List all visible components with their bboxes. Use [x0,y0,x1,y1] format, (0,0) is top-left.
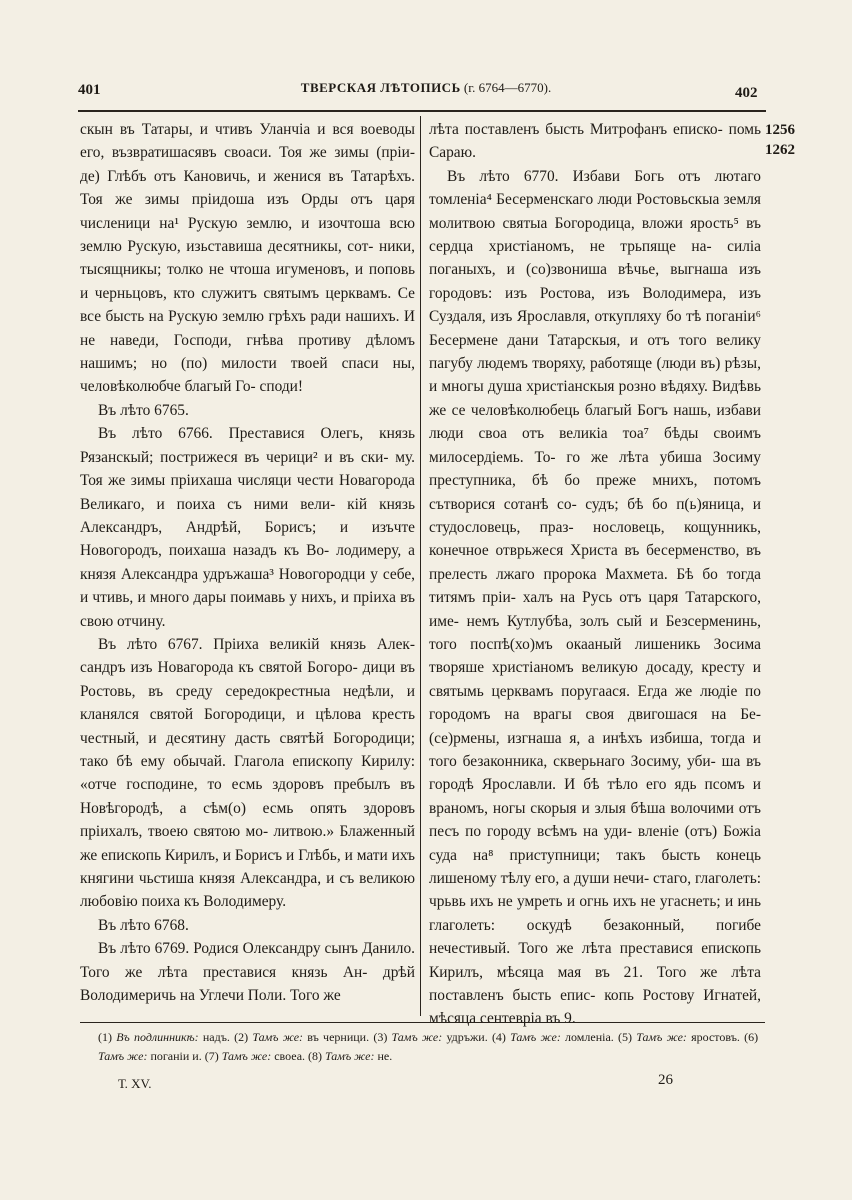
page-number-left: 401 [78,82,101,98]
signature-mark: 26 [658,1072,673,1088]
paragraph: лѣта поставленъ бысть Митрофанъ еписко- помь Сараю. [429,121,761,162]
margin-year: 1262 [765,142,795,158]
header-rule [78,110,766,112]
footnote: (4) Тамъ же: ломленіа. [491,1030,614,1044]
page-number-right: 402 [735,85,758,101]
margin-years [763,120,795,160]
footnote-rule [80,1022,765,1023]
paragraph: Въ лѣто 6769. Родися Олександру сынъ Данило. Того же лѣта преставися князь Ан- дрѣй Володимеричь на Углечи Поли. Того же [80,940,415,1005]
paragraph: Въ лѣто 6770. Избави Богь отъ лютаго томленіа⁴ Бесерменскагo люди Ростовьскыа земля молитвою святыа Богородица, вложи ярость⁵ въ сердца христіаномъ, не трьпяще на- силіа поганыхъ, и (со)звониша вѣчье, выгнаша изъ городовъ: изъ Ростова, изъ Володимера, изъ Суздаля, изъ Ярославля, откупляху бо тѣ поганіи⁶ Бесермене дани Татарскыя, и отъ того велику пагубу людемъ творяху, работяще (люди въ) рѣзы, и многы душа христіанскыя розно вѣдяху. Видѣвь же се человѣколюбець благый Богъ нашь, избави люди своа отъ великіа тоа⁷ бѣды своимъ милосердіемь. То- го же лѣта убиша Зосиму преступника, бѣ бо преже мнихъ, потомъ сътворися сотанѣ со- судъ; бѣ бо п(ь)яница, и студословець, праз- нословець, кощунникь, конечное отврьжеся Христа въ бесерменство, въ прелесть лжаго пророка Махмета. Бѣ бо тогда титямъ пріи- халъ на Русь отъ царя Татарского, име- немъ Кутлубѣа, золъ сый и Безсерменинь, того поспѣ(хо)мъ окааный лишеникь Зосима творяше христіаномъ великую досаду, кресту и святымь церквамъ поругаася. Егда же людіе по городомъ на врагы своя двигошася на Бе- (се)рмены, изгнаша я, а инѣхъ избиша, тогда и того безаконника, скверьнаго Зосиму, уби- ша въ городѣ Ярославли. И бѣ тѣло его ядь псомъ и враномъ, ногы скорыя и злыя бѣша волочими отъ песъ по городу всѣмъ на уди- вленіе (отъ) Божіа суда на⁸ приступници; такъ бысть конець лишеному тѣлу его, а души нечи- стаго, глаголеть: чрьвь ихъ не умреть и огнь ихъ не угаснеть; и инь глаголеть: оскудѣ безаконный, погибе нечестивый. Того же лѣта преставися епископь Кирилъ, мѣсяца мая въ 21. Того же лѣта поставленъ бысть епис- копь Ростову Игнатей, мѣсяца сентевріа въ 9. [429,167,761,1028]
running-title [0,80,852,96]
volume-label: Т. XV. [118,1076,152,1091]
footnote: (1) Въ подлинникѣ: надъ. [98,1030,230,1044]
footnote: (8) Тамъ же: не. [308,1049,393,1063]
left-column [80,118,415,1007]
year-entry: Въ лѣто 6765. [98,401,189,419]
chronicle-title: ТВЕРСКАЯ ЛѢТОПИСЬ [300,80,461,95]
paragraph: скын въ Татары, и чтивъ Уланчіа и вся воеводы его, възвратишасявъ своаси. Тоя же зимы (пріи- де) Глѣбъ отъ Кановичь, и женися въ Татарѣхъ. Тоя же зимы пріидоша изъ Орды отъ царя численици на¹ Рускую землю, и изочтоша всю землю Рускую, изьставиша десятникы, сот- ники, тысящникы; толко не чтоша игуменовъ, и поповь и черньцовъ, кто служитъ святымъ церквамъ. Се все бысть на Рускую землю грѣхъ ради нашихъ. И не наведи, Господи, гнѣва противу дѣломъ нашимъ; но (по) милости твоей спаси ны, человѣколюбче благый Го- споди! [80,121,415,396]
right-column [429,118,761,1031]
footnote: (5) Тамъ же: яростовъ. [618,1030,740,1044]
column-divider [420,116,421,1016]
footnote: (6) Тамъ же: поганіи и. [98,1030,759,1063]
year-range: (г. 6764—6770). [463,80,552,95]
margin-year: 1256 [765,122,795,138]
footnote: (3) Тамъ же: удръжи. [373,1030,488,1044]
paragraph: Въ лѣто 6767. Пріиха великій князь Алек- сандръ изъ Новагорода къ святой Богоро- дици въ Ростовь, въ среду середокрестныа недѣли, и кланялся святой Богородици, и цѣлова кресть честный, и десятину дасть святѣй Богородици; тако бѣ ему обычай. Глагола епископу Кирилу: «отче господине, то есмь здоровъ пребылъ въ Новѣгородѣ, а сѣм(о) есмь опять здоровъ пріихалъ, твоею святою мо- литвою.» Блаженный же епископь Кирилъ, и Борисъ и Глѣбь, и мати ихъ княгини чьстиша князя Александра, и съ великою любовію поиха къ Володимеру. [80,635,415,911]
year-entry: Въ лѣто 6768. [98,916,189,934]
footnote: (2) Тамъ же: въ черници. [234,1030,370,1044]
footnote: (7) Тамъ же: своеа. [204,1049,306,1063]
footnotes [98,1028,758,1066]
paragraph: Въ лѣто 6766. Преставися Олегь, князь Рязанскый; пострижеся въ черици² и въ ски- му. Тоя же зимы пріихаша числяци чести Новагорода Великаго, и поиха съ ними вели- кій князь Александръ, Андрѣй, Борисъ; и изъчте Новогородъ, поихаша назадъ къ Во- лодимеру, а князя Александра удръжаша³ Новогородци у себе, и чтивь, и много дары поимавь у нихъ, и пріиха въ свою отчину. [80,425,415,630]
